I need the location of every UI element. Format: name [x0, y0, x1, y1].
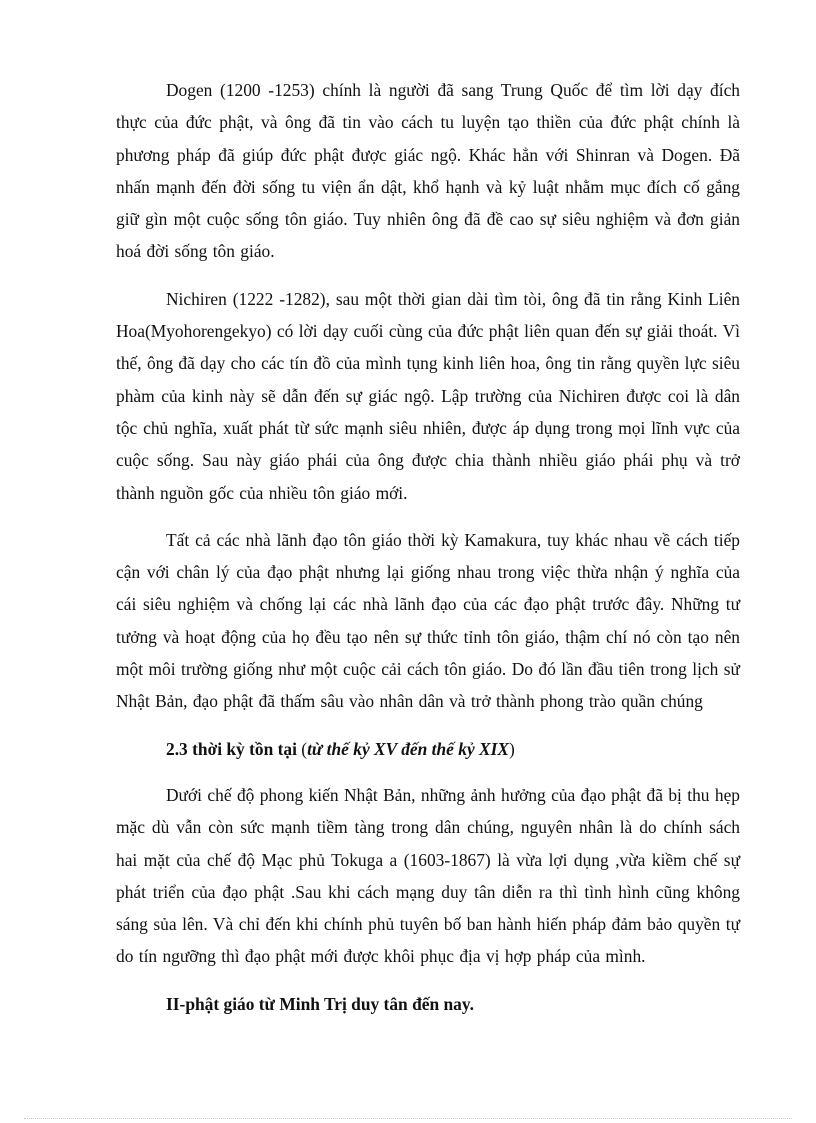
paragraph-nichiren: Nichiren (1222 -1282), sau một thời gian dài tìm tòi, ông đã tin rằng Kinh Liên Hoa(Myohorengekyo) có lời dạy cuối cùng của đức phật liên quan đến sự giải thoát. Vì thế, ông đã dạy cho các tín đồ của mình tụng kinh liên hoa, ông tin rằng quyền lực siêu phàm của kinh này sẽ dẫn đến sự giác ngộ. Lập trường của Nichiren được coi là dân tộc chủ nghĩa, xuất phát từ sức mạnh siêu nhiên, được áp dụng trong mọi lĩnh vực của cuộc sống. Sau này giáo phái của ông được chia thành nhiều giáo phái phụ và trở thành nguồn gốc của nhiều tôn giáo mới.	[116, 288, 740, 503]
paragraph-dogen: Dogen (1200 -1253) chính là người đã sang Trung Quốc để tìm lời dạy đích thực của đức phật, và ông đã tin vào cách tu luyện tạo thiền của đức phật chính là phương pháp đã giúp đức phật được giác ngộ. Khác hẳn với Shinran và Dogen. Đã nhấn mạnh đến đời sống tu viện ẩn dật, khổ hạnh và kỷ luật nhằm mục đích cố gắng giữ gìn một cuộc sống tôn giáo. Tuy nhiên ông đã đề cao sự siêu nghiệm và đơn giản hoá đời sống tôn giáo.	[116, 80, 740, 262]
heading-open-paren: (	[301, 738, 308, 759]
paragraph-kamakura-leaders: Tất cả các nhà lãnh đạo tôn giáo thời kỳ Kamakura, tuy khác nhau về cách tiếp cận với chân lý của đạo phật nhưng lại giống nhau trong việc thừa nhận ý nghĩa của cái siêu nghiệm và chống lại các nhà lãnh đạo của các đạo phật trước đây. Những tư tưởng và hoạt động của họ đều tạo nên sự thức tỉnh tôn giáo, thậm chí nó còn tạo nên một môi trường giống như một cuộc cải cách tôn giáo. Do đó lần đầu tiên trong lịch sử Nhật Bản, đạo phật đã thấm sâu vào nhân dân và trở thành phong trào quần chúng	[116, 529, 740, 712]
heading-title: thời kỳ tồn tại	[192, 738, 297, 759]
section-title-meiji: II-phật giáo từ Minh Trị duy tân đến nay.	[166, 993, 474, 1014]
heading-subtitle: từ thế kỷ XV đến thế kỷ XIX	[307, 738, 509, 759]
document-body	[116, 74, 740, 1020]
section-heading-2-3	[116, 733, 740, 765]
heading-number: 2.3	[166, 738, 188, 759]
page-bottom-divider	[24, 1118, 792, 1119]
heading-close-paren: )	[508, 738, 515, 759]
paragraph-feudal-period: Dưới chế độ phong kiến Nhật Bản, những ảnh hưởng của đạo phật đã bị thu hẹp mặc dù vẫn còn sức mạnh tiềm tàng trong dân chúng, nguyên nhân là do chính sách hai mặt của chế độ Mạc phủ Tokuga a (1603-1867) là vừa lợi dụng ,vừa kiềm chế sự phát triển của đạo phật .Sau khi cách mạng duy tân diễn ra thì tình hình cũng không sáng sủa lên. Và chỉ đến khi chính phủ tuyên bố ban hành hiến pháp đảm bảo quyền tự do tín ngưỡng thì đạo phật mới được khôi phục địa vị hợp pháp của mình.	[116, 784, 740, 967]
